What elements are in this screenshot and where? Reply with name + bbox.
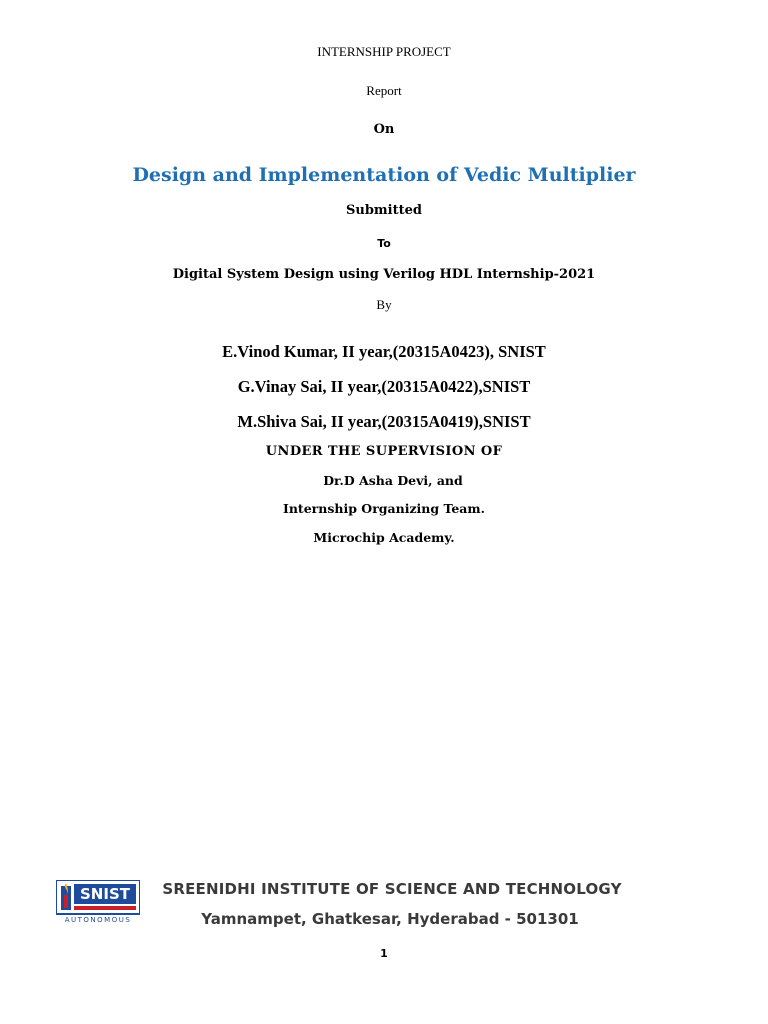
institute-address: Yamnampet, Ghatkesar, Hyderabad - 501301 <box>201 910 579 928</box>
svg-text:AUTONOMOUS: AUTONOMOUS <box>64 916 132 924</box>
author-1: E.Vinod Kumar, II year,(20315A0423), SNIST <box>222 342 546 361</box>
supervision-heading: UNDER THE SUPERVISION OF <box>265 444 503 459</box>
svg-text:SNIST: SNIST <box>80 885 130 903</box>
author-3: M.Shiva Sai, II year,(20315A0419),SNIST <box>237 412 531 431</box>
report-title: Design and Implementation of Vedic Multiplier <box>132 164 636 186</box>
submitted-label: Submitted <box>346 203 422 218</box>
organizing-team: Internship Organizing Team. <box>283 501 485 516</box>
internship-name: Digital System Design using Verilog HDL Internship-2021 <box>172 267 596 282</box>
page-number: 1 <box>380 947 388 960</box>
supervisor-name: Dr.D Asha Devi, and <box>323 473 463 488</box>
author-2: G.Vinay Sai, II year,(20315A0422),SNIST <box>237 377 531 396</box>
academy-name: Microchip Academy. <box>313 530 455 545</box>
snist-logo <box>56 880 140 924</box>
to-label: To <box>377 237 391 250</box>
on-label: On <box>373 122 395 137</box>
internship-project-heading: INTERNSHIP PROJECT <box>317 44 451 59</box>
report-label: Report <box>366 83 402 98</box>
by-label: By <box>376 297 392 312</box>
institute-name: SREENIDHI INSTITUTE OF SCIENCE AND TECHNOLOGY <box>162 880 622 898</box>
